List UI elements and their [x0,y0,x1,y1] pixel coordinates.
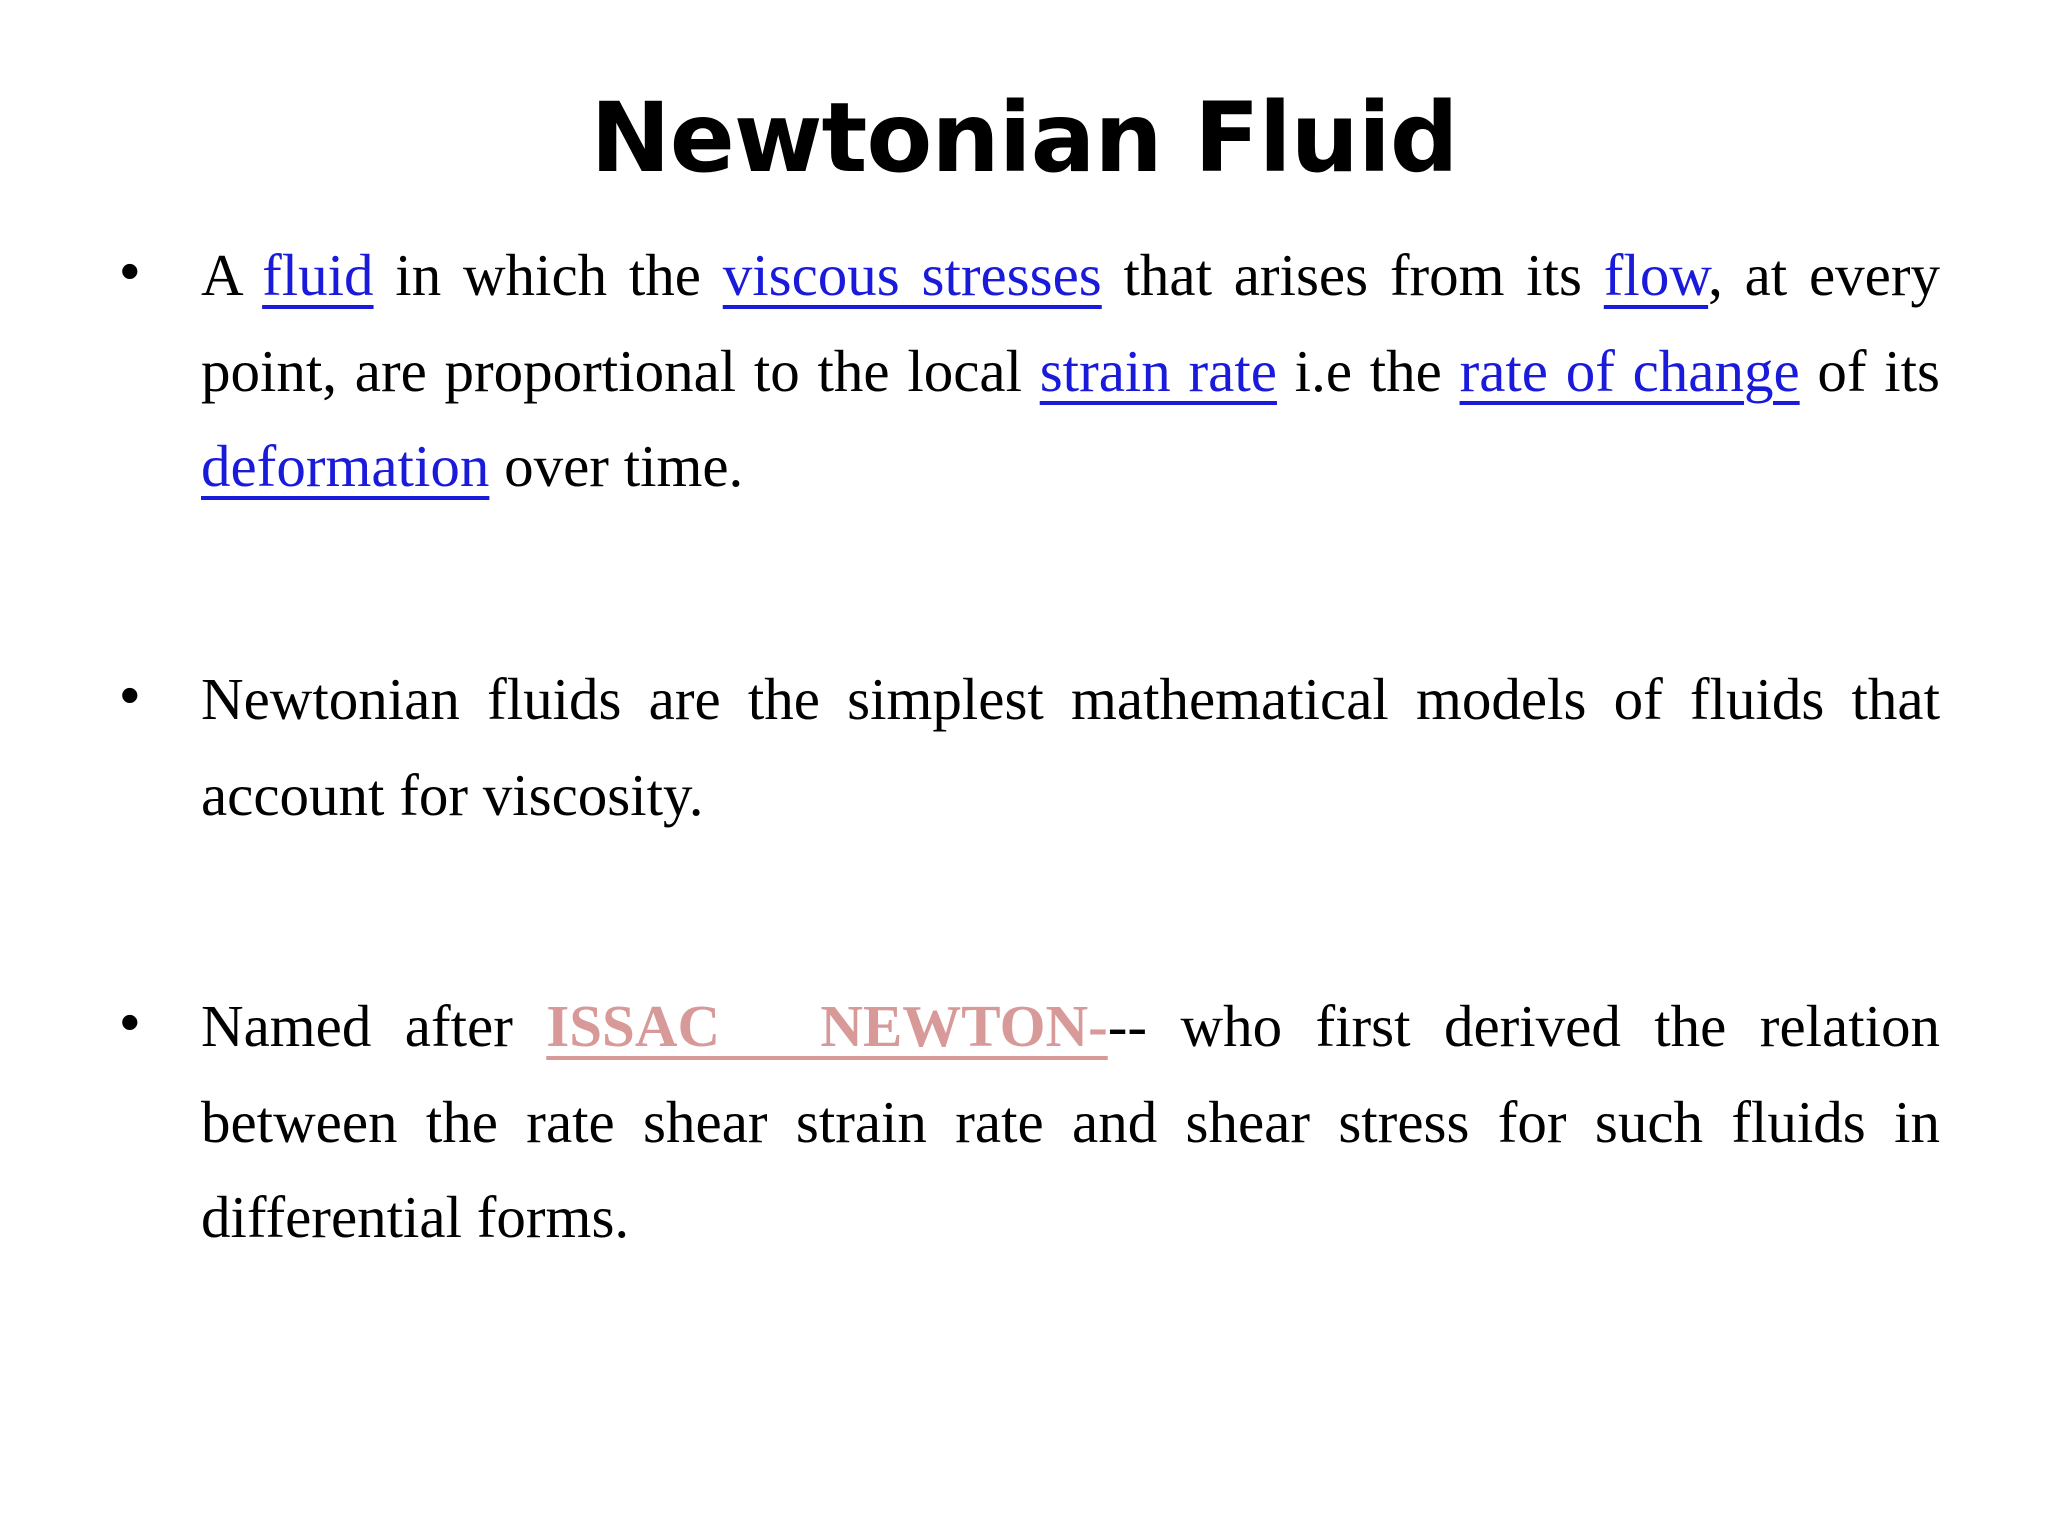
text-span: Named after [201,993,547,1059]
text-span: in which the [373,242,723,308]
bullet-text [201,228,1940,515]
link-issac-newton[interactable]: ISSAC NEWTON- [546,993,1108,1059]
bullet-dot-icon: • [120,239,140,302]
link-viscous-stresses[interactable]: viscous stresses [722,242,1102,308]
bullet-item-definition [120,228,1940,515]
link-deformation[interactable]: deformation [201,433,490,499]
bullet-text: Newtonian fluids are the simplest mathematical models of fluids that account for viscosity. [201,666,1940,828]
text-span: , at every point, are proportional to the local [201,242,1940,404]
bullet-item-simplest-models [120,652,1940,843]
text-span: -- who first derived the relation between the rate shear strain rate and shear stress for such fluids in differential forms. [201,993,1940,1250]
bullet-dot-icon: • [120,990,140,1053]
link-flow[interactable]: flow [1603,242,1709,308]
text-span: i.e the [1276,337,1460,404]
slide-title: Newtonian Fluid [590,82,1458,194]
text-span: that arises from its [1101,242,1604,308]
bullet-dot-icon: • [120,663,140,726]
bullet-item-named-after [120,979,1940,1266]
text-span: over time. [489,433,744,499]
link-fluid[interactable]: fluid [262,242,374,308]
bullet-text [201,979,1940,1266]
text-span: A [201,242,263,308]
link-strain-rate[interactable]: strain rate [1039,337,1277,404]
text-span: of its [1799,337,1941,404]
link-rate-of-change[interactable]: rate of change [1459,337,1800,404]
